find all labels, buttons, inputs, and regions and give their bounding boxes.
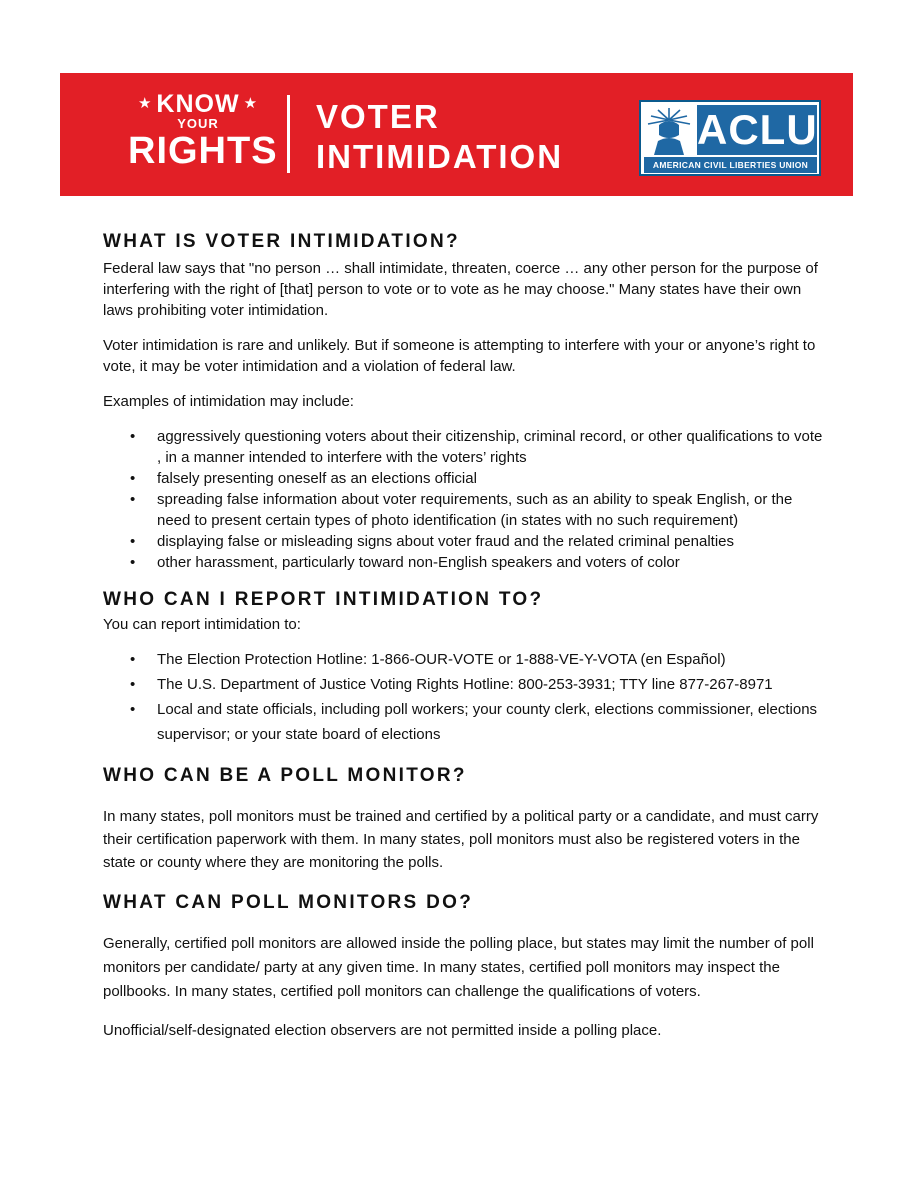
title-line-2: INTIMIDATION bbox=[316, 138, 564, 175]
list-item-text: spreading false information about voter requirements, such as an ability to speak English, or the need to present certain types of photo identification (in states with no such requirement) bbox=[157, 491, 793, 529]
bullet-icon: • bbox=[130, 554, 136, 571]
paragraph-monitors-allowed: Generally, certified poll monitors are allowed inside the polling place, but states may limit the number of poll monitors per candidate/ party at any given time. In many states, certified poll monitors may inspect the pollbooks. In many states, certified poll monitors can challenge the qualifications of voters. bbox=[103, 935, 814, 1000]
list-item bbox=[103, 552, 823, 573]
list-item bbox=[103, 468, 823, 489]
list-item bbox=[103, 426, 823, 468]
paragraph-poll-monitor: In many states, poll monitors must be trained and certified by a political party or a candidate, and must carry their certification paperwork with them. In many states, poll monitors must also be registered voters in the state or county where they are monitoring the polls. bbox=[103, 808, 819, 871]
list-item bbox=[103, 531, 823, 552]
section-heading-what-is: WHAT IS VOTER INTIMIDATION? bbox=[103, 231, 460, 252]
bullet-icon: • bbox=[130, 676, 136, 693]
document-body bbox=[103, 229, 823, 1041]
page-title bbox=[316, 97, 563, 177]
bullet-icon: • bbox=[130, 470, 136, 487]
list-item bbox=[103, 672, 823, 697]
kyr-your-text: YOUR bbox=[177, 116, 219, 131]
list-item-text: aggressively questioning voters about their citizenship, criminal record, or other qualifications to vote , in a manner intended to interfere with the voters’ rights bbox=[157, 428, 823, 466]
kyr-know-text: KNOW bbox=[156, 90, 240, 118]
bullet-icon: • bbox=[130, 701, 136, 718]
title-line-1: VOTER bbox=[316, 98, 440, 135]
list-item-text: Local and state officials, including poll workers; your county clerk, elections commissioner, elections supervisor; or your state board of elections bbox=[157, 701, 818, 743]
star-icon: ★ bbox=[137, 95, 153, 112]
section-heading-monitors-do: WHAT CAN POLL MONITORS DO? bbox=[103, 892, 474, 913]
aclu-wordmark: ACLU bbox=[697, 106, 818, 153]
list-item-text: The Election Protection Hotline: 1-866-OUR-VOTE or 1-888-VE-Y-VOTA (en Español) bbox=[157, 651, 726, 668]
bullet-icon: • bbox=[130, 651, 136, 668]
list-item bbox=[103, 697, 823, 747]
banner-divider bbox=[287, 95, 290, 173]
list-item-text: displaying false or misleading signs about voter fraud and the related criminal penalties bbox=[157, 533, 734, 550]
paragraph-federal-law: Federal law says that "no person … shall intimidate, threaten, coerce … any other person for the purpose of interfering with the right of [that] person to vote or to vote as he may choose." Many states have their own laws prohibiting voter intimidation. bbox=[103, 260, 818, 319]
list-item-text: falsely presenting oneself as an elections official bbox=[157, 470, 477, 487]
paragraph-examples-intro: Examples of intimidation may include: bbox=[103, 393, 354, 410]
list-item-text: other harassment, particularly toward non-English speakers and voters of color bbox=[157, 554, 680, 571]
star-icon: ★ bbox=[243, 95, 259, 112]
header-banner bbox=[60, 73, 853, 196]
list-item bbox=[103, 647, 823, 672]
bullet-icon: • bbox=[130, 491, 136, 508]
paragraph-unofficial-observers: Unofficial/self-designated election observers are not permitted inside a polling place. bbox=[103, 1022, 662, 1039]
kyr-rights-text: RIGHTS bbox=[128, 130, 278, 172]
section-heading-poll-monitor: WHO CAN BE A POLL MONITOR? bbox=[103, 765, 467, 786]
bullet-icon: • bbox=[130, 533, 136, 550]
statue-of-liberty-icon bbox=[644, 105, 694, 155]
examples-list bbox=[103, 426, 823, 573]
report-contacts-list bbox=[103, 647, 823, 747]
list-item-text: The U.S. Department of Justice Voting Rights Hotline: 800-253-3931; TTY line 877-267-8971 bbox=[157, 676, 773, 693]
list-item bbox=[103, 489, 823, 531]
aclu-subtitle: AMERICAN CIVIL LIBERTIES UNION bbox=[644, 157, 817, 173]
aclu-logo bbox=[639, 100, 821, 176]
know-your-rights-logo bbox=[128, 90, 278, 172]
section-heading-report: WHO CAN I REPORT INTIMIDATION TO? bbox=[103, 589, 544, 610]
paragraph-report-intro: You can report intimidation to: bbox=[103, 616, 301, 633]
bullet-icon: • bbox=[130, 428, 136, 445]
paragraph-rare-unlikely: Voter intimidation is rare and unlikely. But if someone is attempting to interfere with your or anyone’s right to vote, it may be voter intimidation and a violation of federal law. bbox=[103, 337, 816, 375]
